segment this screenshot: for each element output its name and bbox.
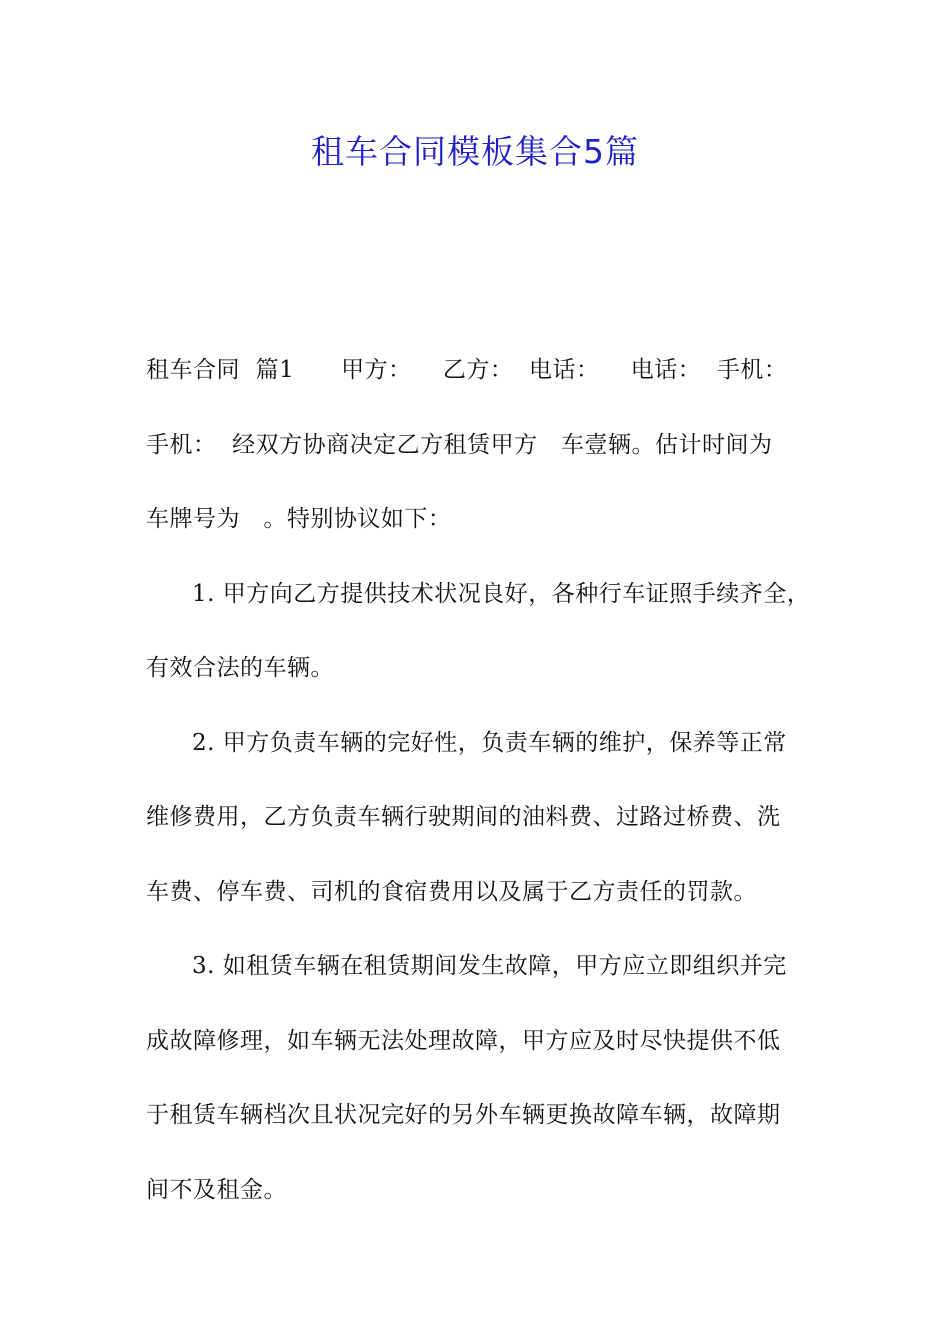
clause-3-line: 成故障修理，如车辆无法处理故障，甲方应及时尽快提供不低 [146,1027,781,1054]
clause-3-line: 于租赁车辆档次且状况完好的另外车辆更换故障车辆，故障期 [146,1102,781,1128]
document-body [146,333,816,1227]
clause-3-line: 3. 如租赁车辆在租赁期间发生故障，甲方应立即组织并完 [192,953,787,979]
paragraph-line: 手机： 经双方协商决定乙方租赁甲方 车壹辆。估计时间为 [146,431,773,458]
document-title: 租车合同模板集合5篇 [311,132,639,171]
clause-2-line: 维修费用，乙方负责车辆行驶期间的油料费、过路过桥费、洗 [146,804,781,830]
clause-2-line: 2. 甲方负责车辆的完好性，负责车辆的维护，保养等正常 [192,729,787,756]
clause-3-line: 间不及租金。 [146,1176,287,1203]
clause-1-line: 1. 甲方向乙方提供技术状况良好，各种行车证照手续齐全， [192,580,811,607]
clause-2-line: 车费、停车费、司机的食宿费用以及属于乙方责任的罚款。 [146,878,757,905]
paragraph-line: 租车合同 篇1 甲方： 乙方： 电话： 电话： 手机： [146,357,788,383]
paragraph-line: 车牌号为 。特别协议如下： [146,506,452,532]
clause-1-line: 有效合法的车辆。 [146,655,334,681]
